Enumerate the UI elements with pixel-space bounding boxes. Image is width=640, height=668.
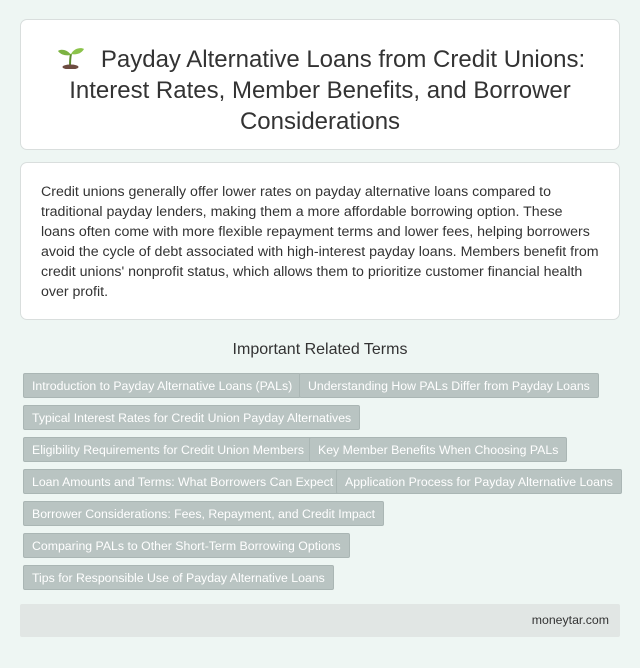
seedling-icon bbox=[55, 47, 87, 69]
page-title bbox=[41, 44, 599, 137]
term-tag[interactable]: Introduction to Payday Alternative Loans (PALs) bbox=[23, 373, 301, 398]
term-tag[interactable]: Understanding How PALs Differ from Payday Loans bbox=[299, 373, 599, 398]
term-tag[interactable]: Application Process for Payday Alternative Loans bbox=[336, 469, 622, 494]
footer-site-link[interactable]: moneytar.com bbox=[531, 613, 609, 627]
term-tag[interactable]: Comparing PALs to Other Short-Term Borrowing Options bbox=[23, 533, 350, 558]
term-tag[interactable]: Eligibility Requirements for Credit Union Members bbox=[23, 437, 313, 462]
related-terms-heading: Important Related Terms bbox=[232, 341, 408, 358]
term-tag[interactable]: Loan Amounts and Terms: What Borrowers Can Expect bbox=[23, 469, 342, 494]
page-title-text: Payday Alternative Loans from Credit Unions: Interest Rates, Member Benefits, and Borrower Considerations bbox=[69, 46, 586, 135]
title-card bbox=[20, 19, 620, 150]
summary-card bbox=[20, 162, 620, 320]
term-tag[interactable]: Key Member Benefits When Choosing PALs bbox=[309, 437, 567, 462]
footer bbox=[20, 604, 620, 637]
term-tag[interactable]: Borrower Considerations: Fees, Repayment, and Credit Impact bbox=[23, 501, 384, 526]
term-tag[interactable]: Tips for Responsible Use of Payday Alternative Loans bbox=[23, 565, 334, 590]
summary-text: Credit unions generally offer lower rates on payday alternative loans compared to traditional payday lenders, making them a more affordable borrowing option. These loans often come with more flexible repayment terms and lower fees, helping borrowers avoid the cycle of debt associated with high-interest payday loans. Members benefit from credit unions' nonprofit status, which allows them to prioritize customer financial health over profit. bbox=[41, 184, 599, 300]
term-tag[interactable]: Typical Interest Rates for Credit Union Payday Alternatives bbox=[23, 405, 360, 430]
